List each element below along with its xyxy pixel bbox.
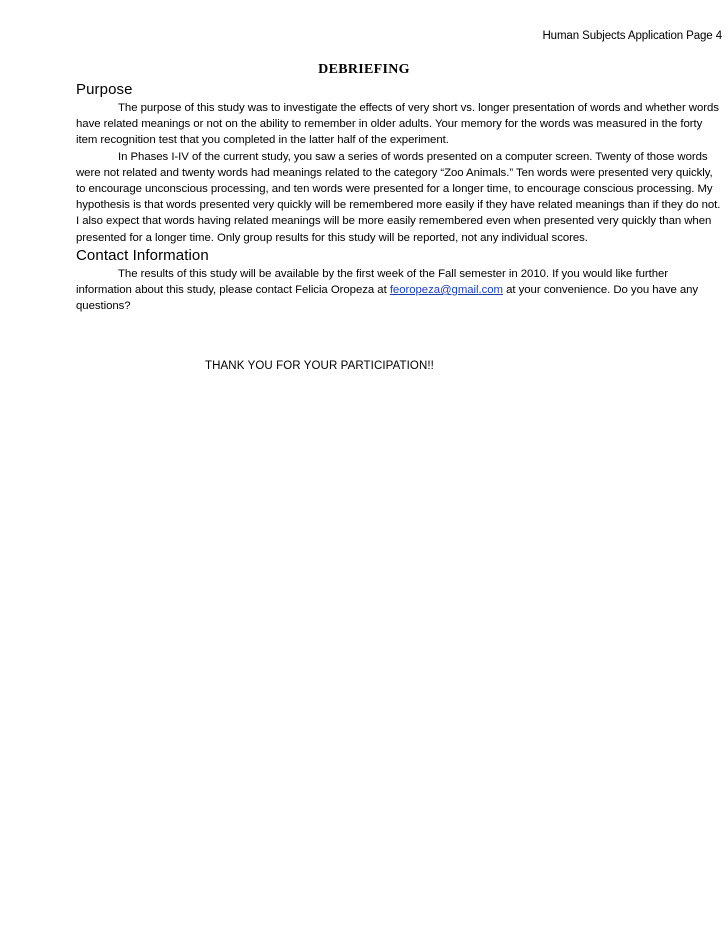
document-title: DEBRIEFING	[318, 62, 410, 77]
contact-text-after-link: at your convenience. Do you have any questions?	[76, 284, 699, 313]
purpose-heading: Purpose	[76, 81, 133, 98]
closing-thank-you: THANK YOU FOR YOUR PARTICIPATION!!	[205, 360, 434, 372]
purpose-paragraph-1: The purpose of this study was to investigate the effects of very short vs. longer presentation of words and whether words have related meanings or not on the ability to remember in older adults. Your memory for the words was measured in the forty item recognition test that you completed in the latter half of the experiment.	[76, 102, 719, 147]
email-link[interactable]: feoropeza@gmail.com	[389, 284, 503, 297]
contact-section	[76, 246, 724, 315]
purpose-paragraph-2: In Phases I-IV of the current study, you saw a series of words presented on a computer screen. Twenty of those words were not related and twenty words had meanings related to the category “Zoo Animals.” Ten words were presented very quickly, to encourage unconscious processing, and ten words were presented for a longer time, to encourage conscious processing. My hypothesis is that words presented very quickly will be remembered more easily if they have related meanings than if they do not. I also expect that words having related meanings will be more easily remembered even when presented very quickly than when presented for a longer time. Only group results for this study will be reported, not any individual scores.	[76, 150, 721, 244]
contact-paragraph	[76, 266, 724, 315]
contact-text-before-link: The results of this study will be available by the first week of the Fall semester in 2010. If you would like further information about this study, please contact Felicia Oropeza at	[76, 267, 669, 297]
contact-heading: Contact Information	[76, 246, 209, 264]
running-header: Human Subjects Application Page 4	[542, 30, 722, 42]
document-body	[76, 80, 724, 314]
purpose-section	[76, 80, 724, 246]
